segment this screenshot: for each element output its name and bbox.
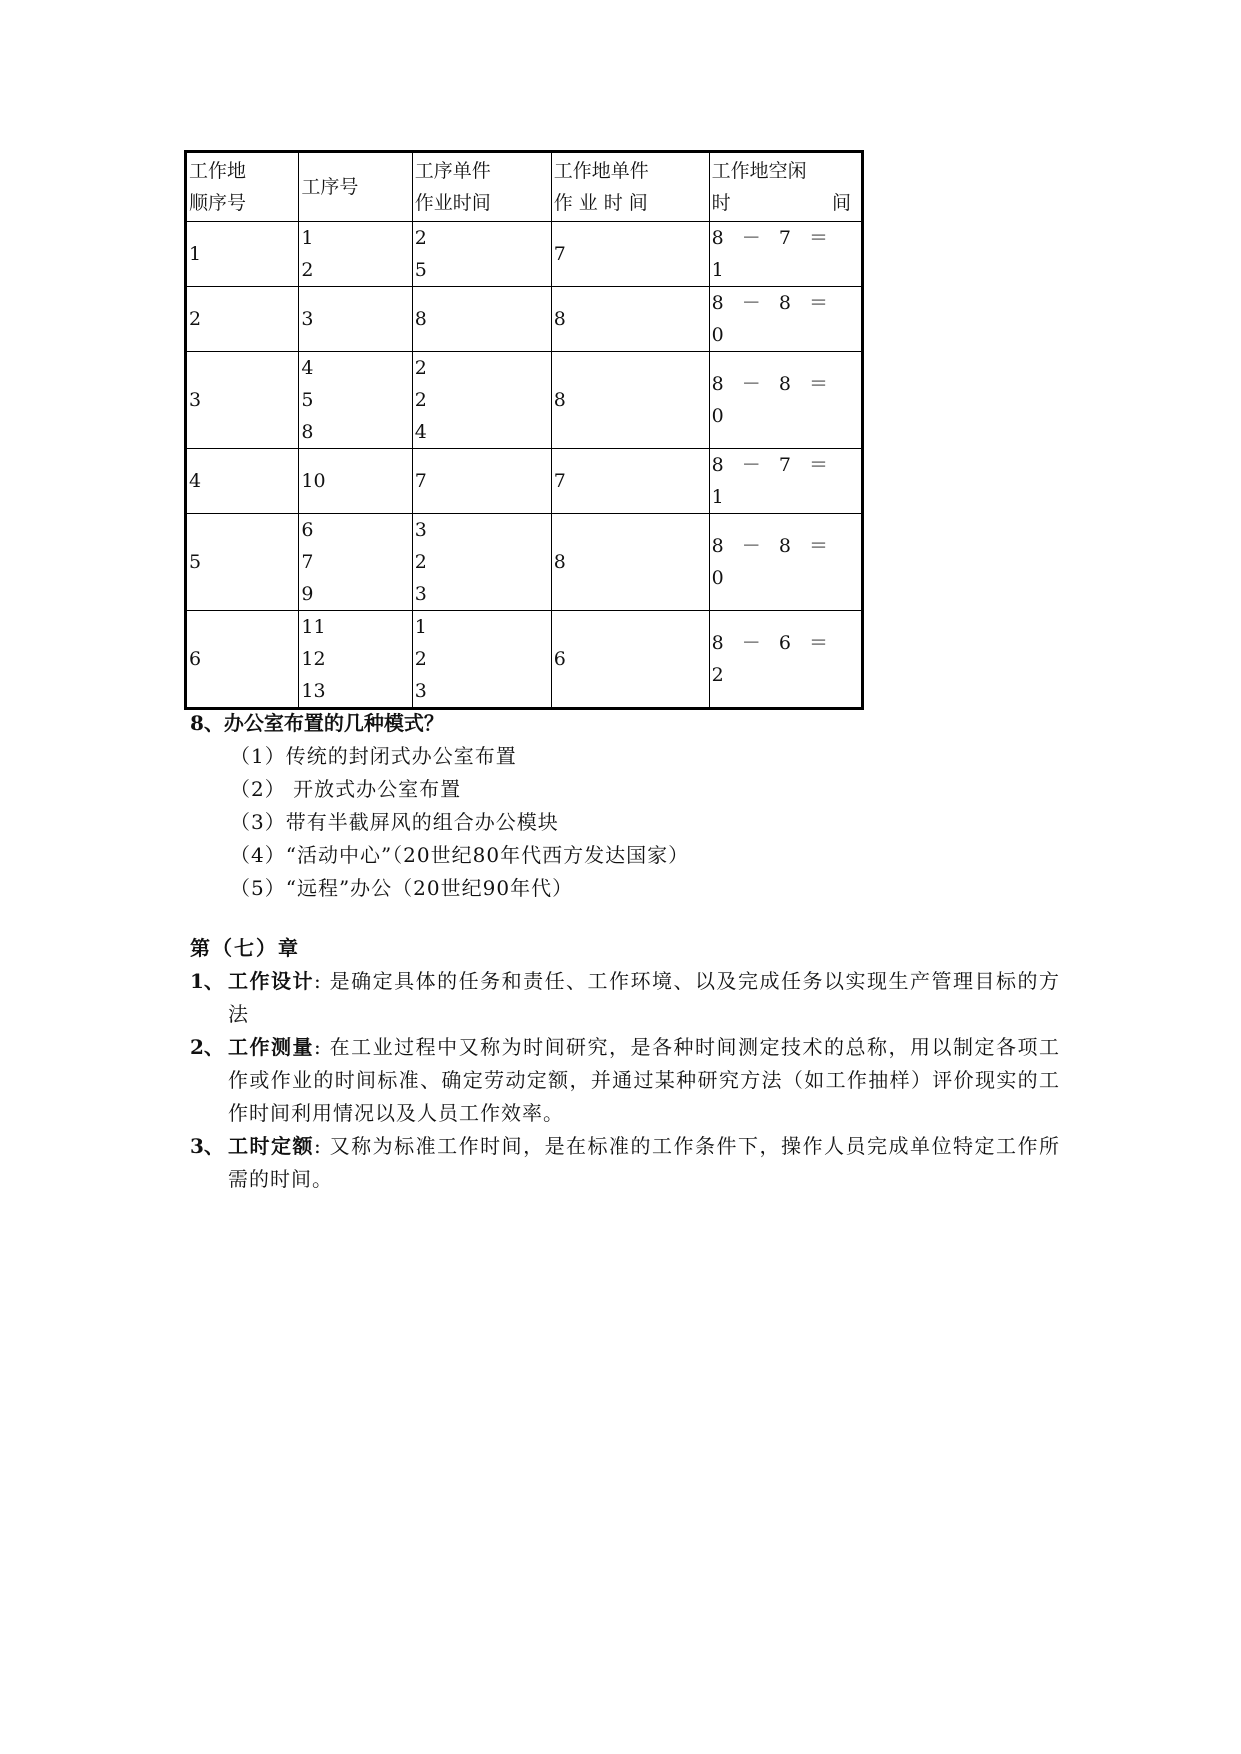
definition-item — [190, 1031, 1060, 1130]
definition-term: 工时定额 — [228, 1134, 314, 1158]
table-cell: 3 2 3 — [412, 514, 551, 611]
definition-text: : 是确定具体的任务和责任、工作环境、以及完成任务以实现生产管理目标的方法 — [228, 969, 1060, 1026]
chapter-heading: 第（七）章 — [190, 936, 300, 960]
header-cell: 工序单件 作业时间 — [412, 152, 551, 222]
table-row — [186, 449, 863, 514]
item-number: 1、 — [190, 969, 224, 993]
table-cell: 7 — [551, 222, 709, 287]
definition-item — [190, 965, 1060, 1031]
definition-text: : 在工业过程中又称为时间研究，是各种时间测定技术的总称，用以制定各项工作或作业的时间标准、确定劳动定额，并通过某种研究方法（如工作抽样）评价现实的工作时间利用情况以及人员工作效率。 — [228, 1035, 1060, 1125]
table-cell: 1 2 — [299, 222, 412, 287]
table-cell: 7 — [551, 449, 709, 514]
definition-term: 工作设计 — [228, 969, 314, 993]
table-cell: 8 － 8 ＝ 0 — [709, 287, 862, 352]
table-cell: 8 － 7 ＝ 1 — [709, 222, 862, 287]
table-cell: 1 2 3 — [412, 611, 551, 709]
list-item: （3）带有半截屏风的组合办公模块 — [230, 810, 559, 834]
header-cell: 工作地空闲 时 间 — [709, 152, 862, 222]
chapter-seven-section — [190, 932, 1060, 1196]
table-cell: 4 5 8 — [299, 352, 412, 449]
table-cell: 8 — [412, 287, 551, 352]
table-cell: 5 — [186, 514, 299, 611]
table-cell: 8 － 6 ＝ 2 — [709, 611, 862, 709]
table-row — [186, 222, 863, 287]
table-row — [186, 514, 863, 611]
table-cell: 8 — [551, 287, 709, 352]
table-cell: 8 － 8 ＝ 0 — [709, 514, 862, 611]
list-item: （4）“活动中心”（20世纪80年代西方发达国家） — [230, 843, 690, 867]
list-item: （2） 开放式办公室布置 — [230, 777, 462, 801]
table-header-row — [186, 152, 863, 222]
table-row — [186, 611, 863, 709]
workstation-table — [184, 150, 864, 710]
table-row — [186, 352, 863, 449]
definition-term: 工作测量 — [228, 1035, 314, 1059]
item-number: 3、 — [190, 1134, 224, 1158]
table-cell: 2 5 — [412, 222, 551, 287]
table-cell: 2 2 4 — [412, 352, 551, 449]
header-cell: 工作地 顺序号 — [186, 152, 299, 222]
list-item: （5）“远程”办公（20世纪90年代） — [230, 876, 574, 900]
table-cell: 6 7 9 — [299, 514, 412, 611]
table-cell: 10 — [299, 449, 412, 514]
definition-text: : 又称为标准工作时间，是在标准的工作条件下，操作人员完成单位特定工作所需的时间。 — [228, 1134, 1060, 1191]
table-cell: 1 — [186, 222, 299, 287]
section-title: 8、办公室布置的几种模式？ — [190, 711, 444, 735]
table-cell: 4 — [186, 449, 299, 514]
table-cell: 6 — [186, 611, 299, 709]
list-item: （1）传统的封闭式办公室布置 — [230, 744, 517, 768]
office-layout-section — [190, 707, 689, 905]
item-number: 2、 — [190, 1035, 224, 1059]
table-cell: 11 12 13 — [299, 611, 412, 709]
header-cell: 工序号 — [299, 152, 412, 222]
table-cell: 3 — [299, 287, 412, 352]
table-cell: 8 － 7 ＝ 1 — [709, 449, 862, 514]
table-cell: 8 — [551, 514, 709, 611]
table-cell: 7 — [412, 449, 551, 514]
table-cell: 3 — [186, 352, 299, 449]
definition-item — [190, 1130, 1060, 1196]
table-cell: 8 － 8 ＝ 0 — [709, 352, 862, 449]
table-cell: 8 — [551, 352, 709, 449]
header-cell: 工作地单件 作 业 时 间 — [551, 152, 709, 222]
table-cell: 6 — [551, 611, 709, 709]
table-row — [186, 287, 863, 352]
table-cell: 2 — [186, 287, 299, 352]
